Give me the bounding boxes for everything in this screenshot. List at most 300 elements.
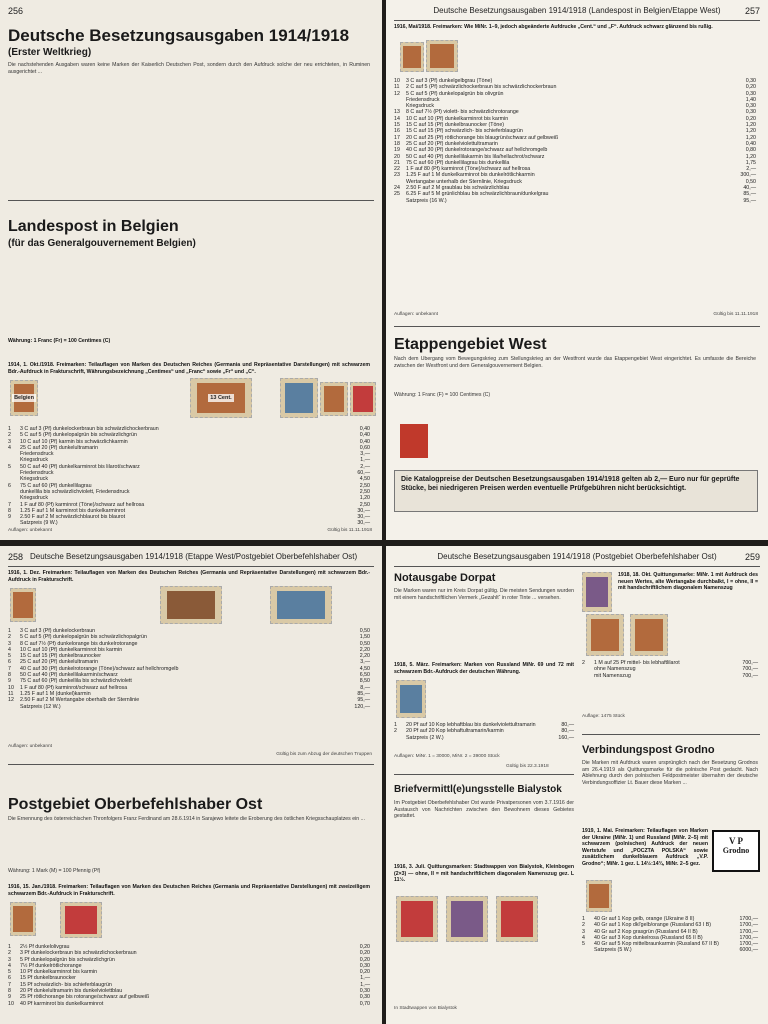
catalog-number: 9 [8, 994, 11, 1001]
catalog-number: 3 [8, 956, 11, 963]
catalog-description: Satzpreis (2 W.) [406, 734, 444, 741]
table-row [582, 947, 758, 953]
divider [394, 774, 574, 775]
section-title: Landespost in Belgien [8, 218, 179, 235]
catalog-price: 0,30 [745, 103, 756, 110]
stamp-image [630, 614, 668, 656]
stamp-image [10, 588, 36, 622]
catalog-description: 3 C auf 3 (Pf) dunkelockerbraun [20, 628, 96, 634]
catalog-description: 50 C auf 40 (Pf) dunkelkarminrot bis lilarot/schwarz [20, 463, 140, 470]
catalog-description: 40 Gr auf 5 Kop mittelbraunkarmin (Russland 67 II B) [594, 941, 719, 948]
catalog-description: 3 Pf dunkelockerbraun bis schwärzlichockerbraun [20, 950, 137, 957]
page-259 [386, 546, 768, 1024]
catalog-price: 2,50 [359, 482, 370, 489]
catalog-price: 0,40 [359, 432, 370, 439]
catalog-number: 3 [8, 640, 11, 647]
catalog-description: 40 C auf 30 (Pf) dunkelrotorange (Töne)/schwarz auf hellchromgelb [20, 665, 179, 672]
catalog-price: 120,— [354, 703, 370, 710]
running-title: Deutsche Besetzungsausgaben 1914/1918 (Landespost in Belgien/Etappe West) [433, 6, 721, 15]
catalog-price: 1700,— [739, 941, 758, 948]
catalog-number: 9 [8, 514, 11, 521]
divider [394, 566, 760, 567]
catalog-number: 3 [582, 928, 585, 935]
catalog-number [8, 704, 20, 710]
running-header [8, 6, 374, 18]
catalog-price: 3,— [360, 451, 370, 458]
catalog-description: 40 Gr auf 1 Kop dkl'gelb/orange (Russland 63 I B) [594, 922, 712, 929]
catalog-table [582, 916, 758, 954]
catalog-number [394, 735, 406, 741]
catalog-description: 40 Gr auf 3 Kop dunkelrosa (Russland 65 II B) [594, 934, 703, 941]
catalog-description: 75 C auf 60 (Pf) dunkellilagrau [20, 482, 92, 489]
catalog-price: 0,30 [359, 962, 370, 969]
catalog-description: Friedensdruck [406, 96, 440, 103]
grodno-overprint-image: V P Grodno [712, 830, 760, 872]
catalog-description: 2.50 F auf 2 M Wertangabe oberhalb der Sternlinie [20, 697, 140, 704]
catalog-description: 40 C auf 30 (Pf) dunkelrotorange/schwarz auf hellchromgelb [406, 147, 548, 154]
catalog-description: 20 Pf auf 20 Kop lebhaftultramarin/karmin [406, 728, 504, 735]
catalog-description: mit Namenszug [594, 672, 631, 679]
catalog-price: 3,— [360, 659, 370, 666]
catalog-price: 8,50 [359, 678, 370, 685]
section-title: Notausgabe Dorpat [394, 572, 496, 584]
catalog-table [8, 426, 370, 527]
catalog-number: 6 [8, 482, 11, 489]
catalog-price: 4,50 [359, 665, 370, 672]
catalog-price: 0,60 [359, 444, 370, 451]
catalog-number: 24 [394, 185, 400, 192]
catalog-price: 8,— [360, 684, 370, 691]
catalog-description: dunkellila bis schwärzlichviolett, Friedensdruck [20, 488, 130, 495]
page-258 [0, 546, 382, 1024]
catalog-number: 12 [8, 697, 14, 704]
stamp-image: 13 Cent. [190, 378, 252, 418]
catalog-table [394, 78, 756, 204]
auflagen-note: Auflagen: unbekannt [394, 312, 439, 317]
catalog-description: 10 C auf 10 (Pf) dunkelkarminrot bis karmin [20, 646, 123, 653]
catalog-number: 7 [8, 665, 11, 672]
catalog-price: 1,— [360, 457, 370, 464]
catalog-price: 1700,— [739, 934, 758, 941]
catalog-description: 10 C auf 10 (Pf) dunkelkarminrot bis karmin [406, 115, 509, 122]
issue-heading: 1919, 1. Mai. Freimarken: Teilauflagen von Marken der Ukraine (MiNr. 1) und Russland (MiNr. 2–5) mit schwarzem (polnischen) Aufdruck der neuen Wertstufe und „POCZTA POLSKA“ sowie zusätzlichem dunkelblauem Aufdruck „V.P. Grodno“; MiNr. 1 gez. L 14½:14¾, MiNr. 2–5 gez. [582, 828, 708, 867]
stamp-image [60, 902, 102, 938]
table-row [394, 735, 574, 741]
catalog-price: 30,— [357, 507, 370, 514]
catalog-price: 0,30 [745, 90, 756, 97]
catalog-price: 1,— [360, 981, 370, 988]
stamp-image [582, 572, 612, 612]
stamp-image [270, 586, 332, 624]
catalog-description: Satzpreis (9 W.) [20, 520, 58, 527]
catalog-description: 5 C auf 5 (Pf) dunkelopalgrün bis olivgrün [406, 90, 504, 97]
catalog-price: 0,40 [359, 438, 370, 445]
catalog-price: 6000,— [739, 947, 758, 954]
catalog-description: 25 C auf 20 (Pf) dunkelultramarin [20, 444, 99, 451]
catalog-description: Kriegsdruck [20, 457, 48, 464]
auflagen-note: Auflage: 1475 Stück [582, 714, 625, 719]
divider [394, 20, 760, 21]
catalog-number: 5 [8, 653, 11, 660]
catalog-price: 95,— [357, 697, 370, 704]
catalog-number: 10 [394, 78, 400, 84]
catalog-description: 20 Pf auf 10 Kop lebhaftblau bis dunkelviolettultramarin [406, 722, 536, 728]
section-subtitle: (für das Generalgouvernement Belgien) [8, 238, 196, 249]
catalog-number: 2 [394, 728, 397, 735]
auflagen-note: Auflagen: unbekannt [8, 528, 53, 533]
divider [394, 326, 760, 327]
catalog-description: 50 C auf 40 (Pf) dunkellilakarmin bis lila/hellachrot/schwarz [406, 153, 545, 160]
catalog-price: 1,40 [745, 96, 756, 103]
catalog-price: 1,75 [745, 159, 756, 166]
catalog-price: 30,— [357, 520, 370, 527]
table-row [394, 198, 756, 204]
table-row [8, 520, 370, 526]
catalog-number: 18 [394, 140, 400, 147]
page-title: Deutsche Besetzungsausgaben 1914/1918 [8, 26, 350, 45]
catalog-description: 8 C auf 7½ (Pf) dunkelorange bis dunkelrotorange [20, 640, 138, 647]
catalog-number: 21 [394, 159, 400, 166]
catalog-number: 2 [8, 634, 11, 641]
page-number: 257 [744, 6, 760, 16]
catalog-price: 85,— [743, 191, 756, 198]
catalog-price: 1,20 [745, 134, 756, 141]
issue-heading: 1916, 15. Jan./1918. Freimarken: Teilauflagen von Marken des Deutschen Reiches (Germania und Repräsentative Darstellungen) mit zweizeiligem schwarzem Bdr.-Aufdruck in Frakturschrift. [8, 884, 370, 897]
catalog-price: 4,50 [359, 476, 370, 483]
section-text [8, 256, 370, 336]
catalog-price: 0,20 [745, 84, 756, 91]
catalog-number: 5 [8, 463, 11, 470]
catalog-description: 1 F auf 80 (Pf) karminrot (Töne)/schwarz auf hellrosa [406, 166, 531, 173]
divider [8, 200, 374, 201]
currency-note: Währung: 1 Franc (F) = 100 Centimes (C) [394, 392, 491, 398]
catalog-price: 0,20 [359, 956, 370, 963]
catalog-description: 5 Pf dunkelopalgrün bis schwärzlichgrün [20, 956, 115, 963]
catalog-number: 4 [8, 962, 11, 969]
catalog-price: 0,30 [359, 988, 370, 995]
catalog-description: 2.50 F auf 2 M graublau bis schwärzlichblau [406, 185, 510, 192]
catalog-description: Kriegsdruck [406, 103, 434, 110]
stamp-image [320, 382, 348, 416]
section-title: Etappengebiet West [394, 336, 547, 353]
catalog-table [582, 660, 758, 679]
catalog-price: 0,50 [359, 640, 370, 647]
section-title: Verbindungspost Grodno [582, 744, 715, 756]
page-number: 258 [8, 552, 24, 562]
stamp-image [160, 586, 222, 624]
running-title: Deutsche Besetzungsausgaben 1914/1918 (Etappe West/Postgebiet Oberbefehlshaber Ost) [30, 552, 358, 561]
currency-note: Währung: 1 Mark (M) = 100 Pfennig (Pf) [8, 868, 101, 874]
catalog-description: Satzpreis (5 W.) [594, 947, 632, 954]
catalog-description: 50 C auf 40 (Pf) dunkellilakarmin/schwarz [20, 672, 118, 679]
page-number: 259 [744, 552, 760, 562]
catalog-number: 2 [8, 950, 11, 957]
catalog-description: 2 C auf 5 (Pf) schwärzlichockerbraun bis schwärzlichockerbraun [406, 84, 557, 91]
catalog-number: 1 [8, 944, 11, 950]
catalog-number: 9 [8, 678, 11, 685]
currency-note: Währung: 1 Franc (Fr) = 100 Centimes (C) [8, 338, 111, 344]
catalog-number: 7 [8, 981, 11, 988]
catalog-price: 0,80 [745, 147, 756, 154]
catalog-price: 85,— [357, 690, 370, 697]
catalog-price: 0,20 [359, 950, 370, 957]
catalog-number: 2 [8, 432, 11, 439]
validity-note: Gültig bis 11.11.1918 [327, 528, 372, 533]
catalog-price: 0,20 [359, 944, 370, 950]
issue-heading: 1916, Mai/1918. Freimarken: Wie MiNr. 1–9, jedoch abgeänderte Aufdrucke „Cent.“ und „F“. Aufdruck schwarz glänzend bis rußig. [394, 24, 713, 30]
catalog-description: 2.50 F auf 2 M schwärzlichblaurot bis blaurot [20, 514, 126, 521]
page-subtitle: (Erster Weltkrieg) [8, 47, 92, 58]
running-header [394, 552, 760, 564]
auflagen-note: Auflagen: MiNr. 1 = 30000, MiNr. 2 = 39000 Stück [394, 754, 500, 759]
running-header [394, 6, 760, 18]
catalog-number: 10 [8, 684, 14, 691]
page-257 [386, 0, 768, 540]
catalog-number: 6 [8, 659, 11, 666]
issue-heading: 1914, 1. Okt./1918. Freimarken: Teilauflagen von Marken des Deutschen Reiches (Germania und Repräsentative Darstellungen) mit schwarzem Bdr.-Aufdruck in Frakturschrift, Währungsbezeichnung „Centimes“ und „Franc“ sowie „Fr“ und „C“. [8, 362, 370, 375]
catalog-price: 1,20 [359, 495, 370, 502]
stamp-image [586, 614, 624, 656]
stamp-image [586, 880, 612, 912]
catalog-number: 1 [394, 722, 397, 728]
catalog-price: 1,— [360, 975, 370, 982]
catalog-price: 0,40 [359, 426, 370, 432]
catalog-price: 95,— [743, 197, 756, 204]
validity-note: Gültig bis 11.11.1918 [713, 312, 758, 317]
page-256 [0, 0, 382, 540]
catalog-price: 700,— [742, 666, 758, 673]
catalog-price: 0,20 [359, 969, 370, 976]
catalog-price: 2,— [746, 166, 756, 173]
catalog-description: ohne Namenszug [594, 666, 636, 673]
catalog-price: 1,20 [745, 122, 756, 129]
catalog-price: 1700,— [739, 928, 758, 935]
catalog-price: 0,30 [359, 994, 370, 1001]
catalog-price: 1700,— [739, 922, 758, 929]
catalog-price: 30,— [357, 514, 370, 521]
catalog-description: 25 Pf rötlichorange bis rotorange/schwarz auf gelbweiß [20, 994, 150, 1001]
catalog-table [8, 628, 370, 710]
catalog-price: 80,— [561, 722, 574, 728]
catalog-number: 6 [8, 975, 11, 982]
validity-note: Gültig bis 22.3.1918 [506, 764, 549, 769]
catalog-description: Kriegsdruck [20, 495, 48, 502]
notice-box [394, 470, 758, 512]
catalog-description: 15 Pf dunkelbraunocker [20, 975, 76, 982]
catalog-number [582, 947, 594, 953]
catalog-number: 23 [394, 172, 400, 179]
catalog-description: 5 C auf 5 (Pf) dunkelopalgrün bis schwärzlichopalgrün [20, 634, 147, 641]
catalog-description: 1 F auf 80 (Pf) karminrot/schwarz auf hellrosa [20, 684, 128, 691]
catalog-table [394, 722, 574, 741]
stamp-image [280, 378, 318, 418]
stamp-image [496, 896, 538, 942]
section-text: Die Marken mit Aufdruck waren ursprünglich nach der Besetzung Grodnos am 26.4.1919 als Quittungsmarke für die polnische Post gedacht. Nach Ablehnung durch den polnischen Feldpostmeister übernahm der deutsche Verbindungsoffizier Lt. Bauer diese Marken ... [582, 760, 758, 786]
stamp-image [396, 896, 438, 942]
catalog-price: 1,20 [745, 153, 756, 160]
catalog-number: 15 [394, 122, 400, 129]
table-row [8, 704, 370, 710]
catalog-description: 1.25 F auf 1 M dunkelkarminrot bis dunkelrötlichkarmin [406, 172, 535, 179]
stamp-image [400, 424, 428, 458]
section-title: Briefvermittl(e)ungsstelle Bialystok [394, 784, 562, 795]
issue-heading: 1918, 18. Okt. Quittungsmarke: MiNr. 1 mit Aufdruck des neuen Wertes, alte Wertangabe durchbalkt, I = ohne, II = mit handschriftlichem diagonalem Namenszug [618, 572, 758, 592]
catalog-number: 19 [394, 147, 400, 154]
catalog-number: 1 [8, 628, 11, 634]
catalog-number: 3 [8, 438, 11, 445]
catalog-number [582, 673, 594, 679]
catalog-number: 14 [394, 115, 400, 122]
section-text: Im Postgebiet Oberbefehlshaber Ost wurde Privatpersonen vom 3.7.1916 der Austausch von Nachrichten zwischen den Bewohnern dieses Gebietes gestattet. [394, 800, 574, 820]
table-row [8, 1001, 370, 1007]
catalog-number: 7 [8, 501, 11, 508]
catalog-number: 1 [582, 916, 585, 922]
catalog-description: 1 F auf 80 (Pf) karminrot (Töne)/schwarz auf hellrosa [20, 501, 145, 508]
catalog-price: 0,50 [359, 628, 370, 634]
issue-heading: 1918, 5. März. Freimarken: Marken von Russland MiNr. 69 und 72 mit schwarzem Bdr.-Aufdruck der deutschen Währung. [394, 662, 574, 675]
catalog-number: 5 [582, 941, 585, 948]
catalog-number: 8 [8, 988, 11, 995]
catalog-price: 700,— [742, 660, 758, 666]
catalog-description: Satzpreis (16 W.) [406, 197, 447, 204]
catalog-number: 10 [8, 1000, 14, 1007]
stamp-image: Belgien [10, 380, 38, 416]
catalog-price: 0,30 [745, 78, 756, 84]
catalog-number: 2 [582, 922, 585, 929]
catalog-description: 25 C auf 20 (Pf) dunkelultramarin [20, 659, 99, 666]
catalog-description: 15 C auf 15 (Pf) dunkelbraunocker [20, 653, 101, 660]
catalog-number: 12 [394, 90, 400, 97]
catalog-description: 75 C auf 60 (Pf) dunkellila bis schwärzlichviolett [20, 678, 132, 685]
catalog-description: 75 C auf 60 (Pf) dunkellilagrau bis dunkellila [406, 159, 510, 166]
catalog-number: 20 [394, 153, 400, 160]
caption: In Stadtwappen von Bialystok [394, 1006, 457, 1011]
page-number: 256 [8, 6, 24, 16]
catalog-description: Friedensdruck [20, 451, 54, 458]
catalog-description: 1.25 F auf 1 M (dunkel)karmin [20, 690, 91, 697]
catalog-number: 5 [8, 969, 11, 976]
catalog-price: 1,20 [745, 128, 756, 135]
catalog-number: 17 [394, 134, 400, 141]
catalog-description: 15 Pf schwärzlich- bis schieferblaugrün [20, 981, 112, 988]
divider [8, 764, 374, 765]
catalog-price: 40,— [743, 185, 756, 192]
catalog-description: 5 C auf 5 (Pf) dunkelopalgrün bis schwärzlichgrün [20, 432, 137, 439]
catalog-number [8, 520, 20, 526]
validity-note: Gültig bis zum Abzug der deutschen Truppen [276, 752, 372, 757]
detail-text [434, 426, 754, 456]
section-text: Nach dem Übergang vom Bewegungskrieg zum Stellungskrieg an der Westfront wurde das Etappengebiet West eingerichtet. Es umfasste die Bereiche zwischen der Westfront und dem Generalgouvernement Belgien. [394, 356, 756, 369]
catalog-price: 0,70 [359, 1000, 370, 1007]
catalog-description: 20 C auf 25 (Pf) rötlichorange bis blaugrün/schwarz auf gelbweiß [406, 134, 559, 141]
catalog-description: 15 C auf 15 (Pf) schwärzlich- bis schieferblaugrün [406, 128, 523, 135]
catalog-number: 1 [8, 426, 11, 432]
catalog-description: 1 M auf 25 Pf mittel- bis lebhaftlilarot [594, 660, 680, 666]
catalog-number [394, 198, 406, 204]
catalog-price: 700,— [742, 672, 758, 679]
catalog-price: 0,50 [745, 178, 756, 185]
catalog-description: 10 Pf dunkelkarminrot bis karmin [20, 969, 98, 976]
catalog-price: 0,20 [745, 115, 756, 122]
catalog-description: 40 Gr auf 2 Kop grasgrün (Russland 64 II B) [594, 928, 698, 935]
catalog-price: 2,50 [359, 501, 370, 508]
stamp-image [350, 382, 376, 416]
section-text: Die Marken waren nur im Kreis Dorpat gültig. Die meisten Sendungen wurden mit einem handschriftlichen Vermerk „Gezahlt“ in roter Tinte ... versehen. [394, 588, 574, 601]
catalog-number: 25 [394, 191, 400, 198]
divider [582, 734, 760, 735]
catalog-description: 25 C auf 20 (Pf) dunkelviolettultramarin [406, 140, 498, 147]
catalog-price: 2,20 [359, 653, 370, 660]
notice-text: Die Katalogpreise der Deutschen Besetzungsausgaben 1914/1918 gelten ab 2,— Euro nur für geprüfte Stücke, bei niedrigeren Preisen werden eventuelle Prüfgebühren nicht berücksichtigt. [401, 476, 740, 492]
stamp-image [400, 42, 424, 72]
catalog-description: Satzpreis (12 W.) [20, 703, 61, 710]
divider [8, 566, 374, 567]
stamp-image [426, 40, 458, 72]
catalog-number: 16 [394, 128, 400, 135]
catalog-description: 8 C auf 7½ (Pf) violett- bis schwärzlichrotorange [406, 109, 519, 116]
catalog-price: 160,— [558, 734, 574, 741]
issue-heading: 1916, 3. Juli. Quittungsmarken: Stadtwappen von Bialystok, Kleinbogen (2×3) — ohne, II = mit handschriftlichem diagonalem Namenszug gez. L 11½. [394, 864, 574, 884]
section-text: Die Ernennung des österreichischen Thronfolgers Franz Ferdinand am 28.6.1914 in Sarajewo leitete die Eroberung des östlichen Kriegsschauplatzes ein ... [8, 816, 365, 822]
section-title: Postgebiet Oberbefehlshaber Ost [8, 796, 263, 813]
catalog-price: 2,50 [359, 488, 370, 495]
intro-text: Die nachstehenden Ausgaben waren keine Marken der Kaiserlich Deutschen Post, sondern durch den Aufdruck solche der neu errichteten, in Ruminen ausgerichtet ... [8, 62, 370, 75]
catalog-description: Wertangabe unterhalb der Sternlinie, Kriegsdruck [406, 178, 522, 185]
catalog-description: 40 Gr auf 1 Kop gelb, orange (Ukraine 8 II) [594, 916, 695, 922]
catalog-price: 2,20 [359, 646, 370, 653]
catalog-price: 2,— [360, 463, 370, 470]
catalog-price: 60,— [357, 470, 370, 477]
catalog-number: 4 [8, 646, 11, 653]
catalog-description: 2½ Pf dunkelolivgrau [20, 944, 70, 950]
catalog-price: 0,30 [745, 109, 756, 116]
auflagen-note: Auflagen: unbekannt [8, 744, 53, 749]
catalog-price: 300,— [740, 172, 756, 179]
catalog-price: 0,40 [745, 140, 756, 147]
catalog-number: 11 [394, 84, 400, 91]
running-title: Deutsche Besetzungsausgaben 1914/1918 (Postgebiet Oberbefehlshaber Ost) [437, 552, 717, 561]
catalog-description: 3 C auf 3 (Pf) dunkelockerbraun bis schwärzlichockerbraun [20, 426, 159, 432]
catalog-description: 1.25 F auf 1 M karminrot bis dunkelkarminrot [20, 507, 126, 514]
catalog-description: 3 C auf 3 (Pf) dunkelgelbgrau (Töne) [406, 78, 493, 84]
catalog-price: 1700,— [739, 916, 758, 922]
catalog-description: 7½ Pf dunkelrötlichorange [20, 962, 82, 969]
catalog-number: 8 [8, 672, 11, 679]
catalog-description: 10 C auf 10 (Pf) karmin bis schwärzlichkarmin [20, 438, 128, 445]
catalog-price: 1,50 [359, 634, 370, 641]
catalog-description: Friedensdruck [20, 470, 54, 477]
catalog-description: 15 C auf 15 (Pf) dunkelbraunocker (Töne) [406, 122, 505, 129]
stamp-image [10, 902, 36, 936]
catalog-number: 11 [8, 690, 14, 697]
catalog-description: 40 Pf karminrot bis dunkelkarminrot [20, 1000, 104, 1007]
catalog-number: 4 [8, 444, 11, 451]
running-header [8, 552, 374, 564]
catalog-price: 80,— [561, 728, 574, 735]
catalog-description: Kriegsdruck [20, 476, 48, 483]
catalog-number: 2 [582, 660, 585, 666]
table-row [582, 673, 758, 679]
catalog-price: 6,50 [359, 672, 370, 679]
catalog-description: 20 Pf dunkelultramarin bis dunkelviolettblau [20, 988, 123, 995]
catalog-number: 13 [394, 109, 400, 116]
issue-heading: 1916, 1. Dez. Freimarken: Teilauflagen von Marken des Deutschen Reiches (Germania und Repräsentative Darstellungen) mit schwarzem Bdr.-Aufdruck in Frakturschrift. [8, 570, 370, 583]
catalog-table [8, 944, 370, 1007]
catalog-number: 4 [582, 934, 585, 941]
catalog-description: 6.25 F auf 5 M grünlichblau bis schwärzlichbraun/dunkelgrau [406, 191, 549, 198]
catalog-number: 22 [394, 166, 400, 173]
stamp-image [446, 896, 488, 942]
